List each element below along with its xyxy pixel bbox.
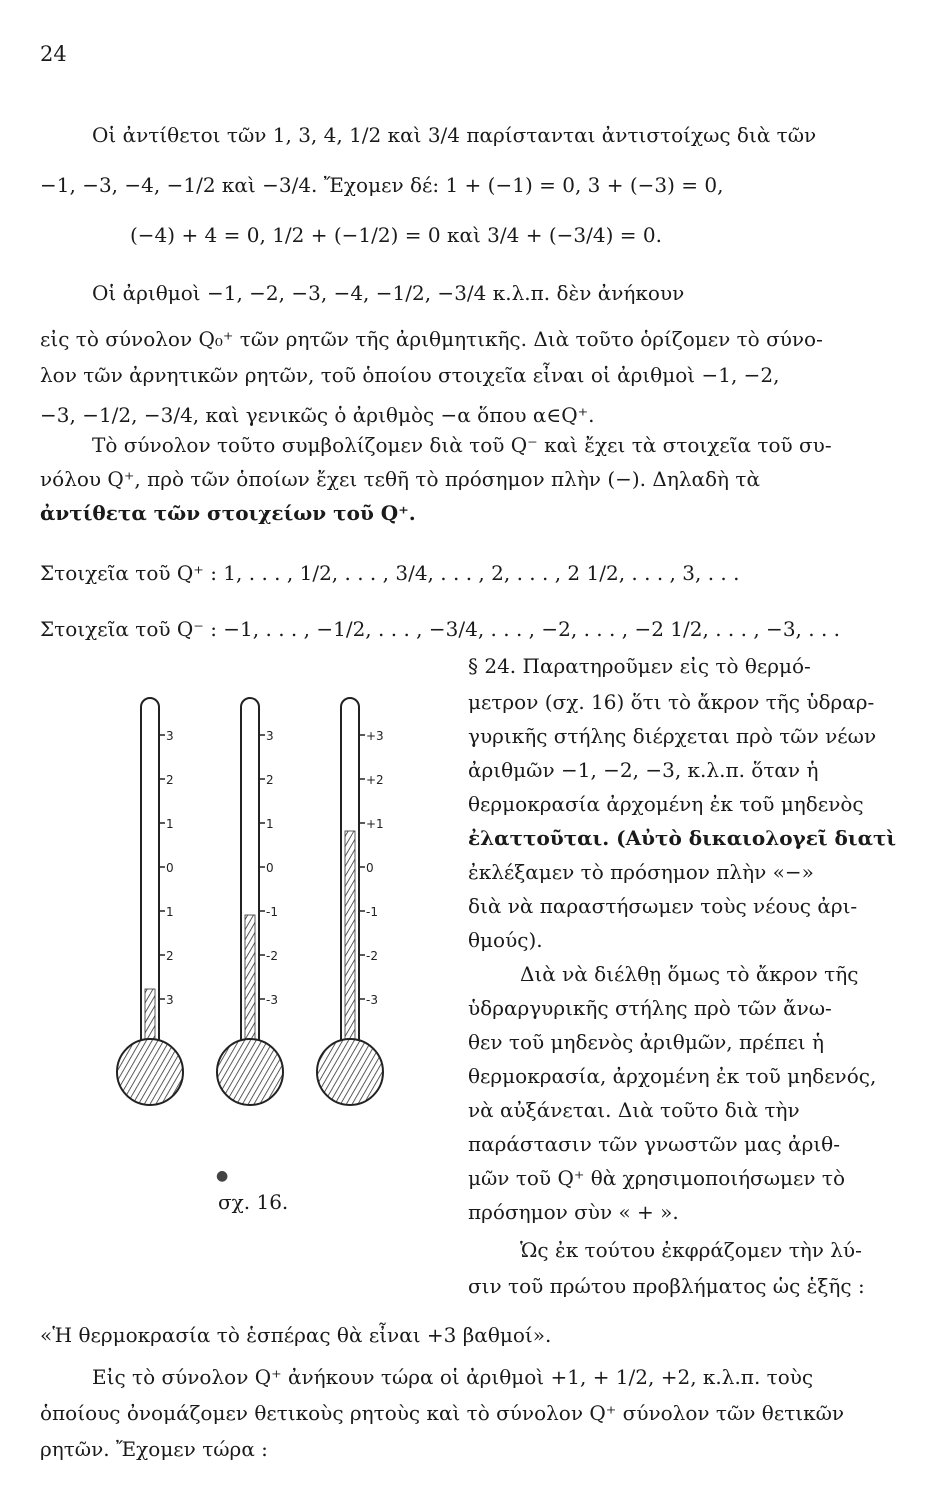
math-line: (−4) + 4 = 0, 1/2 + (−1/2) = 0 καὶ 3/4 + (−3/4) = 0. (130, 223, 662, 247)
set-listing-positive: Στοιχεῖα τοῦ Q⁺ : 1, . . . , 1/2, . . . , 3/4, . . . , 2, . . . , 2 1/2, . . . , 3, . . . (40, 561, 740, 585)
column-line: παράστασιν τῶν γνωστῶν μας ἀριθ- (468, 1132, 840, 1156)
column-line: θερμοκρασία ἀρχομένη ἐκ τοῦ μηδενὸς (468, 792, 864, 816)
column-line: γυρικῆς στήλης διέρχεται πρὸ τῶν νέων (468, 724, 877, 748)
scale-label: -3 (366, 993, 378, 1007)
page-number: 24 (40, 42, 67, 66)
quote-line: «Ἡ θερμοκρασία τὸ ἑσπέρας θὰ εἶναι +3 βαθμοί». (40, 1323, 552, 1347)
paragraph-line: −3, −1/2, −3/4, καὶ γενικῶς ὁ ἀριθμὸς −α ὅπου α∈Q⁺. (40, 403, 595, 427)
column-line: θερμοκρασία, ἀρχομένη ἐκ τοῦ μηδενός, (468, 1064, 877, 1088)
paragraph-line: εἰς τὸ σύνολον Q₀⁺ τῶν ρητῶν τῆς ἀριθμητικῆς. Διὰ τοῦτο ὁρίζομεν τὸ σύνο- (40, 327, 823, 351)
mercury-column (245, 915, 255, 1055)
paragraph-line: ὁποίους ὀνομάζομεν θετικοὺς ρητοὺς καὶ τὸ σύνολον Q⁺ σύνολον τῶν θετικῶν (40, 1401, 845, 1425)
set-listing-negative: Στοιχεῖα τοῦ Q⁻ : −1, . . . , −1/2, . . . , −3/4, . . . , −2, . . . , −2 1/2, . . . , −3, . . . (40, 617, 841, 641)
thermometer-figure (100, 690, 400, 1110)
scale-label: -2 (366, 949, 378, 963)
scale-label: -3 (266, 993, 278, 1007)
scale-label: 1 (266, 817, 274, 831)
scale-label: 0 (266, 861, 274, 875)
paragraph-line: Οἱ ἀντίθετοι τῶν 1, 3, 4, 1/2 καὶ 3/4 παρίστανται ἀντιστοίχως διὰ τῶν (92, 123, 817, 147)
column-line: νὰ αὐξάνεται. Διὰ τοῦτο διὰ τὴν (468, 1098, 800, 1122)
dot-mark-icon: ● (216, 1168, 229, 1184)
thermometer-bulb (217, 1039, 283, 1105)
paragraph-line: λον τῶν ἀρνητικῶν ρητῶν, τοῦ ὁποίου στοιχεῖα εἶναι οἱ ἀριθμοὶ −1, −2, (40, 363, 780, 387)
paragraph-line: νόλου Q⁺, πρὸ τῶν ὁποίων ἔχει τεθῆ τὸ πρόσημον πλὴν (−). Δηλαδὴ τὰ (40, 467, 760, 491)
scale-label: 3 (166, 993, 174, 1007)
column-line: μετρον (σχ. 16) ὅτι τὸ ἄκρον τῆς ὑδραρ- (468, 690, 875, 714)
column-line: Ὡς ἐκ τούτου ἐκφράζομεν τὴν λύ- (520, 1238, 862, 1262)
scale-label: 2 (166, 949, 174, 963)
column-line: ἐλαττοῦται. (Αὐτὸ δικαιολογεῖ διατὶ (468, 826, 897, 850)
paragraph-line: ἀντίθετα τῶν στοιχείων τοῦ Q⁺. (40, 501, 416, 525)
scale-label: 0 (366, 861, 374, 875)
column-line: θεν τοῦ μηδενὸς ἀριθμῶν, πρέπει ἡ (468, 1030, 824, 1054)
column-line: μῶν τοῦ Q⁺ θὰ χρησιμοποιήσωμεν τὸ (468, 1166, 846, 1190)
mercury-column (345, 831, 355, 1055)
scale-label: 0 (166, 861, 174, 875)
column-line: ἀριθμῶν −1, −2, −3, κ.λ.π. ὅταν ἡ (468, 758, 819, 782)
scale-label: 1 (166, 905, 174, 919)
column-line: ἐκλέξαμεν τὸ πρόσημον πλὴν «−» (468, 860, 814, 884)
column-line: Διὰ νὰ διέλθῃ ὅμως τὸ ἄκρον τῆς (520, 962, 859, 986)
paragraph-line: −1, −3, −4, −1/2 καὶ −3/4. Ἔχομεν δέ: 1 + (−1) = 0, 3 + (−3) = 0, (40, 173, 724, 197)
paragraph-line: Εἰς τὸ σύνολον Q⁺ ἀνήκουν τώρα οἱ ἀριθμοὶ +1, + 1/2, +2, κ.λ.π. τοὺς (92, 1365, 814, 1389)
scale-label: +3 (366, 729, 384, 743)
thermometer-bulb (317, 1039, 383, 1105)
scale-label: 3 (266, 729, 274, 743)
column-line: θμούς). (468, 928, 543, 952)
column-line: ὑδραργυρικῆς στήλης πρὸ τῶν ἄνω- (468, 996, 832, 1020)
scale-label: -1 (266, 905, 278, 919)
paragraph-line: Τὸ σύνολον τοῦτο συμβολίζομεν διὰ τοῦ Q⁻ καὶ ἔχει τὰ στοιχεῖα τοῦ συ- (92, 433, 832, 457)
scale-label: 2 (166, 773, 174, 787)
thermometer-bulb (117, 1039, 183, 1105)
scale-label: 3 (166, 729, 174, 743)
scale-label: -2 (266, 949, 278, 963)
scale-label: 1 (166, 817, 174, 831)
column-line: § 24. Παρατηροῦμεν εἰς τὸ θερμό- (468, 654, 811, 678)
column-line: σιν τοῦ πρώτου προβλήματος ὡς ἑξῆς : (468, 1274, 865, 1298)
paragraph-line: ρητῶν. Ἔχομεν τώρα : (40, 1437, 268, 1461)
scale-label: 2 (266, 773, 274, 787)
scale-label: +1 (366, 817, 384, 831)
paragraph-line: Οἱ ἀριθμοὶ −1, −2, −3, −4, −1/2, −3/4 κ.λ.π. δὲν ἀνήκουν (92, 281, 685, 305)
column-line: διὰ νὰ παραστήσωμεν τοὺς νέους ἀρι- (468, 894, 858, 918)
scale-label: +2 (366, 773, 384, 787)
scale-label: -1 (366, 905, 378, 919)
figure-caption: σχ. 16. (218, 1190, 289, 1214)
column-line: πρόσημον σὺν « + ». (468, 1200, 679, 1224)
